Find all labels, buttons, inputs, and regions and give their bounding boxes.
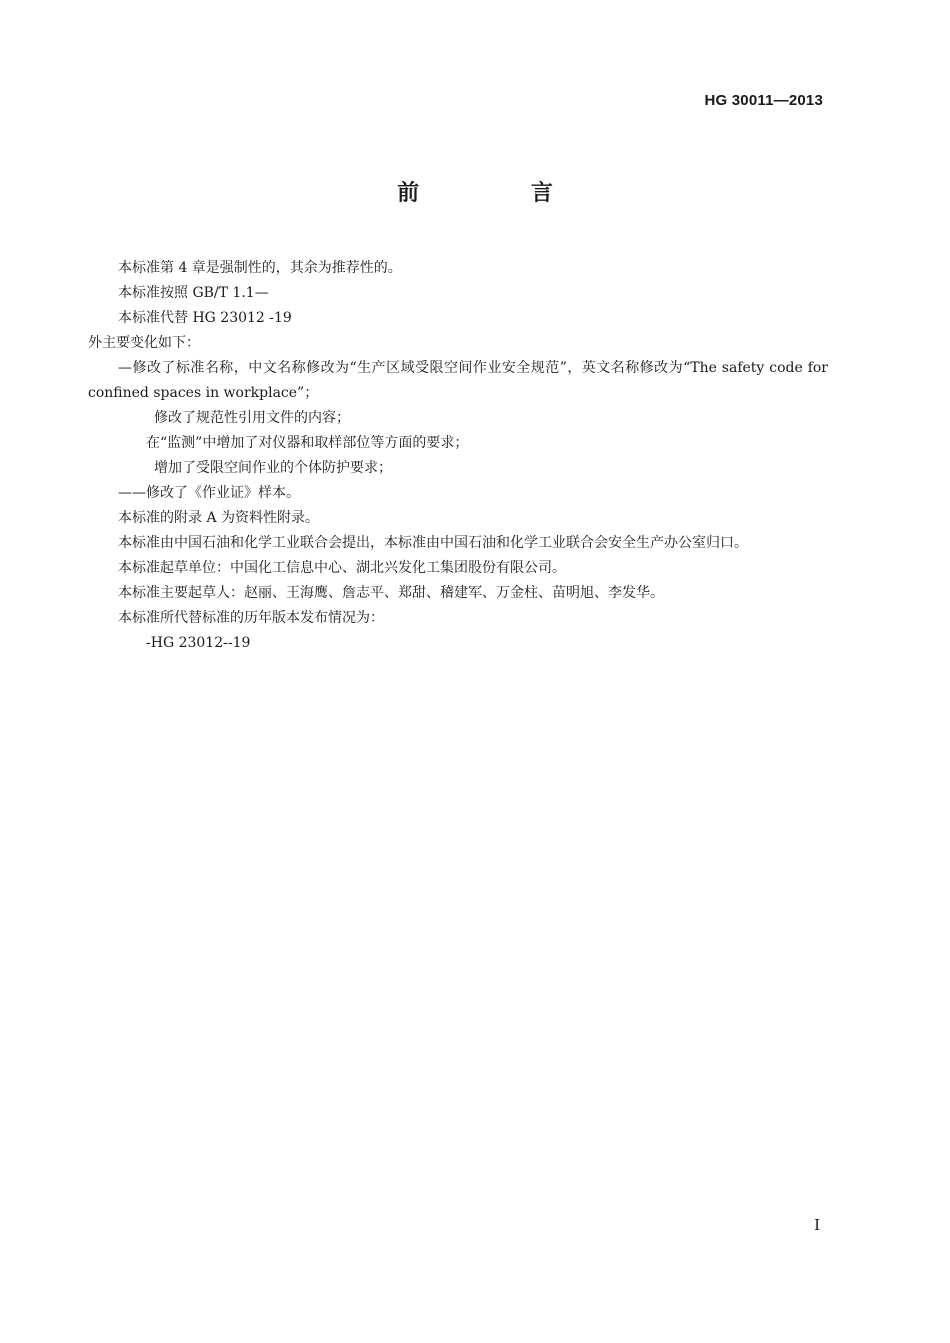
paragraph-mandatory-clause: 本标准第 4 章是强制性的，其余为推荐性的。 bbox=[118, 260, 402, 276]
page-number: I bbox=[814, 1216, 820, 1234]
standard-number: HG 30011—2013 bbox=[704, 92, 823, 109]
paragraph-replaces: 本标准代替 HG 23012 -19 bbox=[118, 310, 292, 326]
paragraph-history: 本标准所代替标准的历年版本发布情况为： bbox=[118, 610, 384, 626]
change-item-title: —修改了标准名称，中文名称修改为“生产区域受限空间作业安全规范”，英文名称修改为“The safety code for confined spaces in workplace”； bbox=[88, 360, 828, 401]
paragraph-proposed-by: 本标准由中国石油和化学工业联合会提出，本标准由中国石油和化学工业联合会安全生产办公室归口。 bbox=[118, 535, 748, 551]
page-title: 前 言 bbox=[397, 181, 605, 206]
paragraph-drafting-rules: 本标准按照 GB/T 1.1— bbox=[118, 285, 269, 301]
foreword-body bbox=[88, 256, 828, 656]
history-item: -HG 23012--19 bbox=[146, 635, 251, 651]
paragraph-main-changes: 外主要变化如下： bbox=[88, 335, 200, 351]
change-item-references: 修改了规范性引用文件的内容； bbox=[154, 410, 350, 426]
change-item-monitoring: 在“监测”中增加了对仪器和取样部位等方面的要求； bbox=[146, 435, 469, 451]
paragraph-annex: 本标准的附录 A 为资料性附录。 bbox=[118, 510, 320, 526]
change-item-permit: ——修改了《作业证》样本。 bbox=[118, 485, 300, 501]
change-item-protection: 增加了受限空间作业的个体防护要求； bbox=[154, 460, 392, 476]
paragraph-drafters: 本标准主要起草人：赵丽、王海鹰、詹志平、郑甜、稽建军、万金柱、苗明旭、李发华。 bbox=[118, 585, 664, 601]
paragraph-drafting-units: 本标准起草单位：中国化工信息中心、湖北兴发化工集团股份有限公司。 bbox=[118, 560, 566, 576]
